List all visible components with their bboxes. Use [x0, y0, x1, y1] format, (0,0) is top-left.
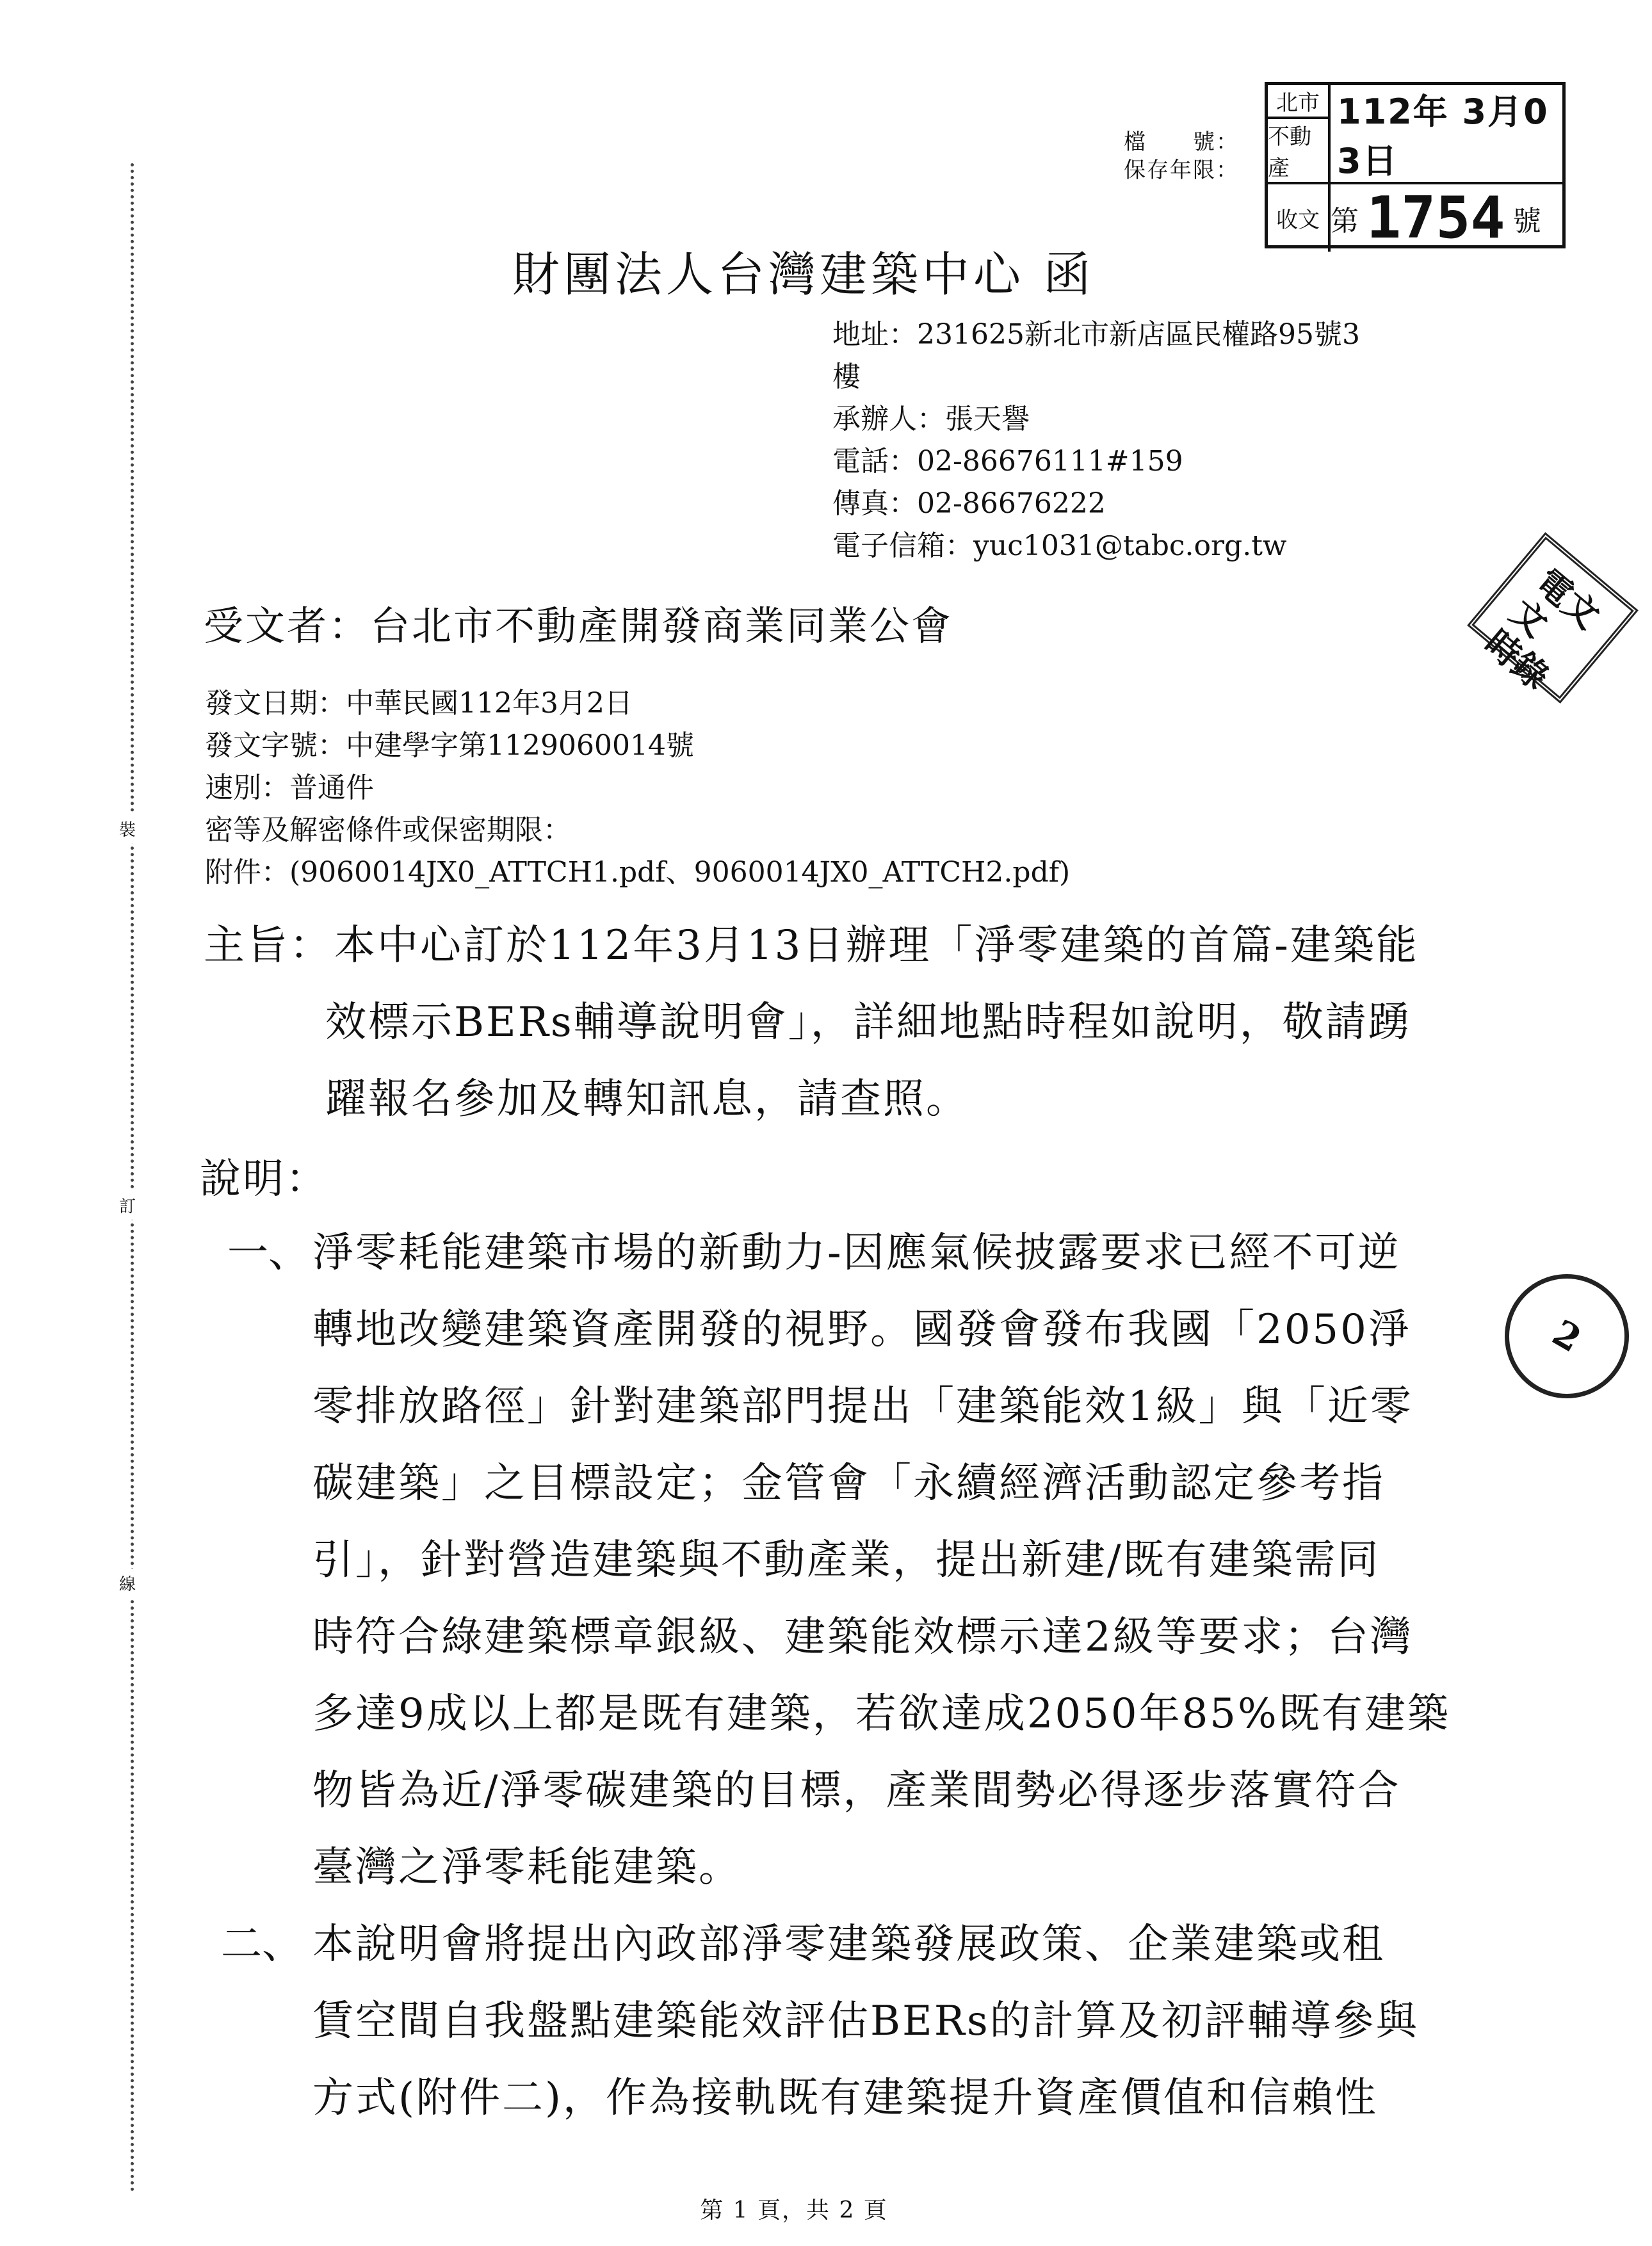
item-line: 本說明會將提出內政部淨零建築發展政策、企業建築或租 [312, 1921, 1385, 1968]
side-round-stamp: 2 [1482, 1251, 1651, 1421]
item-line: 零排放路徑」針對建築部門提出「建築能效1級」與「近零 [312, 1383, 1413, 1430]
retention-period-label: 保存年限： [1124, 158, 1239, 183]
sender-address-line1: 地址：231625新北市新店區民權路95號3 [832, 318, 1360, 351]
item-line: 淨零耗能建築市場的新動力-因應氣候披露要求已經不可逆 [312, 1229, 1401, 1277]
sender-address-line2: 樓 [832, 360, 861, 393]
item-line: 方式(附件二)，作為接軌既有建築提升資產價值和信賴性 [312, 2074, 1378, 2122]
page-footer: 第 1 頁，共 2 頁 [700, 2197, 888, 2224]
item-line: 賃空間自我盤點建築能效評估BERs的計算及初評輔導參與 [312, 1998, 1419, 2045]
sender-phone: 電話：02-86676111#159 [832, 445, 1183, 478]
receipt-stamp [1265, 82, 1566, 252]
stamp-org-line3: 收文 [1268, 184, 1331, 252]
binding-dotted-line [131, 163, 134, 2193]
document-number: 發文字號：中建學字第1129060014號 [205, 729, 694, 762]
item-line: 轉地改變建築資產開發的視野。國發會發布我國「2050淨 [312, 1306, 1411, 1353]
file-meta [1124, 128, 1239, 184]
subject-line: 本中心訂於112年3月13日辦理「淨零建築的首篇-建築能 [334, 922, 1419, 969]
stamp-receipt-number [1331, 184, 1562, 252]
stamp-date: 112年 3月0 3日 [1331, 85, 1562, 184]
subject-line: 躍報名參加及轉知訊息，請查照。 [325, 1076, 969, 1123]
stamp-number-prefix: 第 [1331, 204, 1359, 238]
speed-class: 速別：普通件 [205, 772, 374, 804]
stamp-number-value: 1754 [1366, 184, 1505, 252]
side-seal-stamp: 電文文 時錄 [1467, 532, 1639, 704]
recipient: 受文者：台北市不動產開發商業同業公會 [204, 602, 953, 649]
item-line: 物皆為近/淨零碳建築的目標，產業間勢必得逐步落實符合 [312, 1767, 1401, 1814]
sender-info [832, 314, 1360, 567]
issue-date: 發文日期：中華民國112年3月2日 [205, 687, 633, 720]
item-line: 臺灣之淨零耗能建築。 [312, 1844, 741, 1891]
sender-contact: 承辦人：張天譽 [832, 403, 1030, 435]
attachments: 附件：(9060014JX0_ATTCH1.pdf、9060014JX0_ATTCH2.pdf) [205, 856, 1071, 889]
item-marker: 一、 [227, 1229, 309, 1277]
subject-line: 效標示BERs輔導說明會」，詳細地點時程如說明，敬請踴 [325, 999, 1411, 1046]
item-line: 引」，針對營造建築與不動產業，提出新建/既有建築需同 [312, 1537, 1381, 1584]
subject-label: 主旨： [204, 922, 332, 969]
stamp-number-suffix: 號 [1512, 204, 1541, 238]
stamp-org-line1: 北市 [1268, 85, 1331, 119]
stamp-org-line2: 不動產 [1268, 119, 1331, 184]
binding-mark-staple: 訂 [119, 1191, 136, 1220]
document-title: 財團法人台灣建築中心 函 [512, 247, 1095, 302]
binding-mark-bind: 裝 [119, 814, 136, 843]
item-line: 時符合綠建築標章銀級、建築能效標示達2級等要求；台灣 [312, 1613, 1413, 1661]
archive-number-label: 檔 號： [1124, 129, 1239, 155]
item-line: 多達9成以上都是既有建築，若欲達成2050年85%既有建築 [312, 1690, 1450, 1738]
sender-fax: 傳真：02-86676222 [832, 487, 1106, 520]
document-meta [205, 683, 1070, 894]
binding-mark-line: 線 [119, 1569, 136, 1597]
explanation-label: 說明： [200, 1156, 328, 1203]
sender-email: 電子信箱：yuc1031@tabc.org.tw [832, 529, 1287, 562]
item-marker: 二、 [221, 1921, 303, 1968]
item-line: 碳建築」之目標設定；金管會「永續經濟活動認定參考指 [312, 1460, 1385, 1507]
secrecy-level: 密等及解密條件或保密期限： [205, 814, 571, 846]
